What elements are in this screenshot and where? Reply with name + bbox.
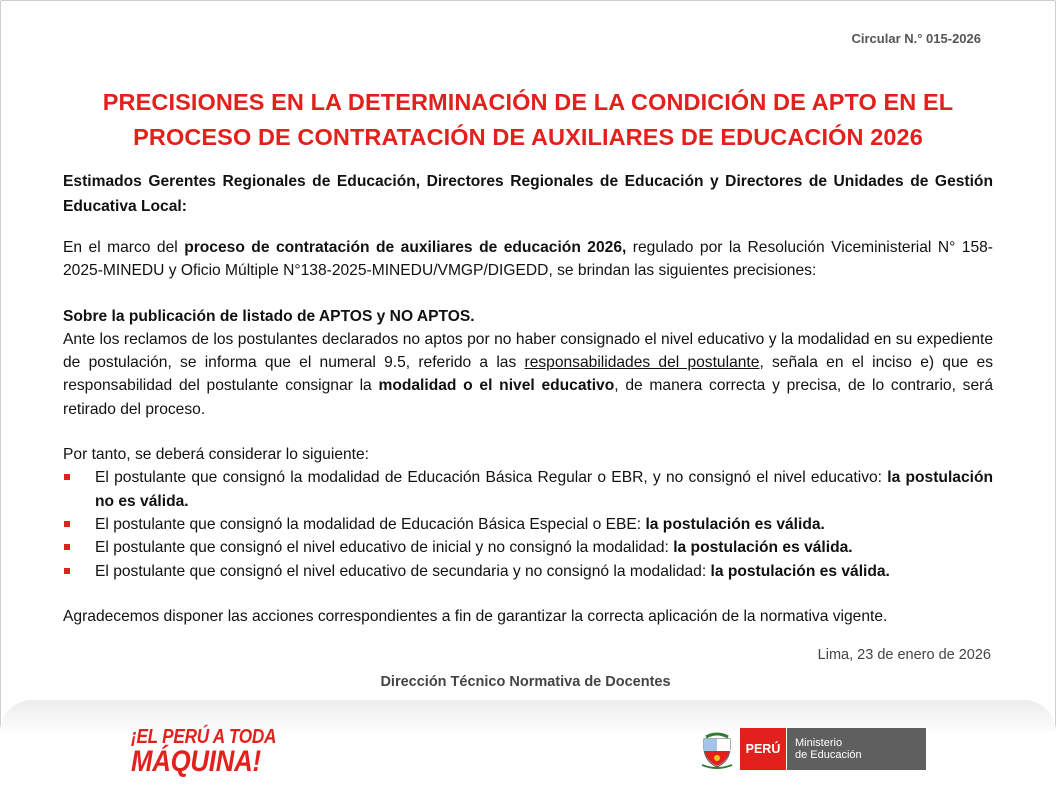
slogan-line-2: MÁQUINA! bbox=[131, 745, 261, 778]
closing-paragraph: Agradecemos disponer las acciones correspondientes a fin de garantizar la correcta aplicación de la normativa vigente. bbox=[63, 607, 888, 625]
ministry-line-1: Ministerio bbox=[795, 737, 843, 749]
consider-lead: Por tanto, se deberá considerar lo siguiente: bbox=[63, 446, 369, 464]
list-item: El postulante que consignó el nivel educativo de secundaria y no consignó la modalidad: la postulación es válida. bbox=[63, 560, 993, 583]
list-item: El postulante que consignó el nivel educativo de inicial y no consignó la modalidad: la postulación es válida. bbox=[63, 536, 993, 559]
list-item: El postulante que consignó la modalidad de Educación Básica Regular o EBR, y no consignó el nivel educativo: la postulación no es válida. bbox=[63, 466, 993, 513]
peru-label: PERÚ bbox=[740, 728, 786, 770]
peru-coat-of-arms-icon bbox=[700, 729, 734, 769]
red-square-bullet-icon bbox=[64, 544, 70, 550]
conditions-list bbox=[63, 466, 993, 582]
responsibilities-underline: responsabilidades del postulante bbox=[524, 354, 760, 372]
circular-number: Circular N.° 015-2026 bbox=[851, 31, 981, 46]
slogan-logo bbox=[131, 727, 276, 777]
section-paragraph: Ante los reclamos de los postulantes declarados no aptos por no haber consignado el nivel educativo y la modalidad en su expediente de postulación, se informa que el numeral 9.5, referido a las responsabilidades del postulante, señala en el inciso e) que es responsabilidad del postulante consignar la modalidad o el nivel educativo, de manera correcta y precisa, de lo contrario, será retirado del proceso. bbox=[63, 330, 994, 418]
red-square-bullet-icon bbox=[64, 474, 70, 480]
greeting: Estimados Gerentes Regionales de Educación, Directores Regionales de Educación y Directores de Unidades de Gestión Educativa Local: bbox=[63, 173, 993, 215]
red-square-bullet-icon bbox=[64, 568, 70, 574]
red-square-bullet-icon bbox=[64, 521, 70, 527]
intro-bold: proceso de contratación de auxiliares de educación 2026, bbox=[184, 239, 627, 256]
document-title bbox=[41, 85, 1015, 155]
ministry-line-2: de Educación bbox=[795, 749, 862, 761]
section-heading: Sobre la publicación de listado de APTOS y NO APTOS. bbox=[63, 307, 475, 325]
slogan-line-1: ¡EL PERÚ A TODA bbox=[131, 726, 277, 748]
list-item: El postulante que consignó la modalidad de Educación Básica Especial o EBE: la postulación es válida. bbox=[63, 513, 993, 536]
title-line-2: PROCESO DE CONTRATACIÓN DE AUXILIARES DE EDUCACIÓN 2026 bbox=[133, 124, 923, 150]
title-line-1: PRECISIONES EN LA DETERMINACIÓN DE LA CONDICIÓN DE APTO EN EL bbox=[102, 89, 954, 115]
modality-bold: modalidad o el nivel educativo bbox=[378, 377, 615, 395]
ministry-logo bbox=[787, 728, 926, 770]
signature-office: Dirección Técnico Normativa de Docentes bbox=[380, 674, 671, 690]
document-date: Lima, 23 de enero de 2026 bbox=[817, 647, 991, 663]
document-body bbox=[63, 169, 993, 628]
intro-paragraph: En el marco del proceso de contratación de auxiliares de educación 2026, regulado por la Resolución Viceministerial N° 158-2025-MINEDU y Oficio Múltiple N°138-2025-MINEDU/VMGP/DIGEDD, se brindan las siguientes precisiones: bbox=[63, 239, 993, 280]
